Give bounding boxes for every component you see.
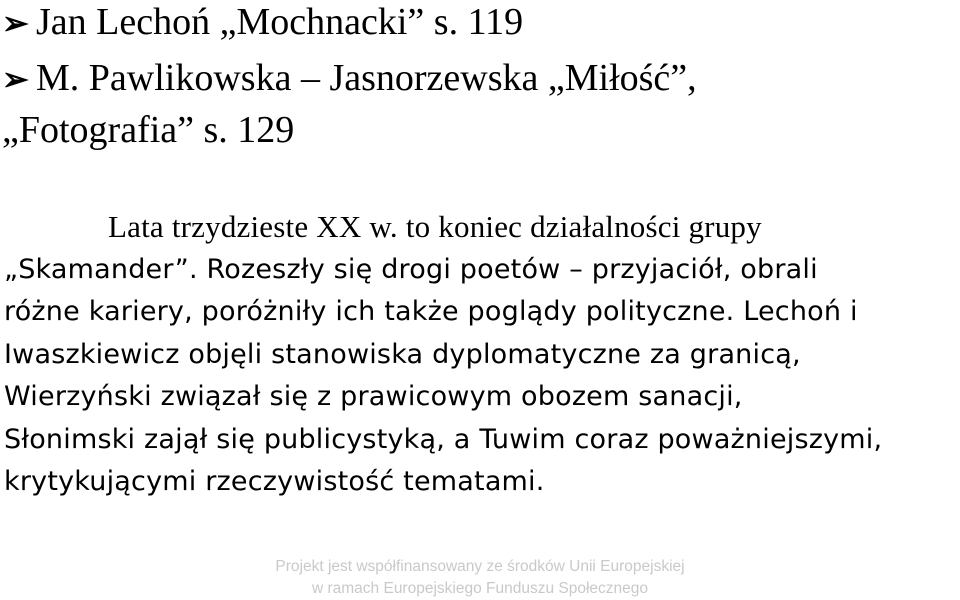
paragraph-line: krytykującymi rzeczywistość tematami.	[4, 466, 545, 497]
bullet-text: Jan Lechoń „Mochnacki” s. 119	[36, 1, 524, 43]
eu-funding-footer	[0, 556, 960, 600]
bullet-text: M. Pawlikowska – Jasnorzewska „Miłość”,	[36, 57, 697, 99]
bullet-item-mochnacki	[2, 2, 523, 43]
paragraph-line: Wierzyński związał się z prawicowym obozem sanacji,	[4, 381, 743, 412]
paragraph-line: różne kariery, poróżniły ich także poglądy polityczne. Lechoń i	[4, 296, 858, 327]
paragraph-line: „Skamander”. Rozeszły się drogi poetów – przyjaciół, obrali	[4, 253, 818, 285]
bullet-continuation: „Fotografia” s. 129	[2, 109, 295, 151]
paragraph-line: Lata trzydzieste XX w. to koniec działalności grupy	[108, 209, 762, 244]
paragraph-line: Iwaszkiewicz objęli stanowiska dyplomatyczne za granicą,	[4, 338, 801, 370]
arrow-bullet-icon: ➢	[2, 61, 29, 97]
arrow-bullet-icon: ➢	[2, 5, 29, 41]
body-paragraph	[4, 206, 956, 504]
paragraph-line: Słonimski zajął się publicystyką, a Tuwim coraz poważniejszymi,	[4, 423, 883, 455]
footer-line: w ramach Europejskiego Funduszu Społecznego	[311, 580, 649, 597]
bullet-item-pawlikowska	[2, 58, 697, 99]
footer-line: Projekt jest współfinansowany ze środków Unii Europejskiej	[275, 558, 685, 575]
